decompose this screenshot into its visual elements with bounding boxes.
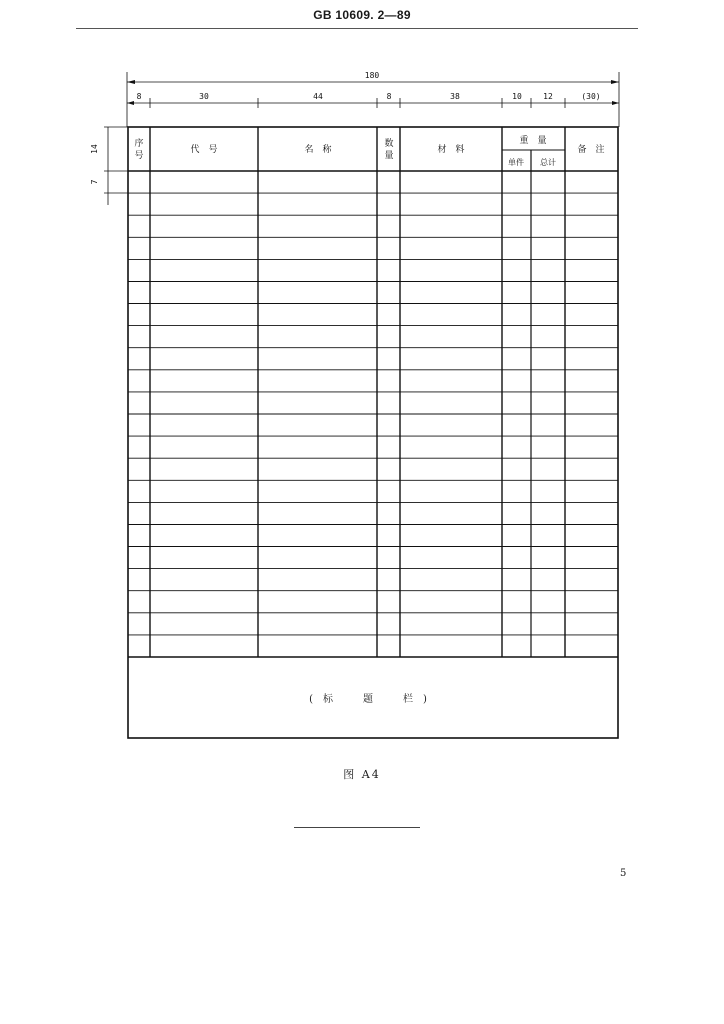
dim-col-label: 8 xyxy=(136,92,142,101)
col-header-weight-unit: 单件 xyxy=(508,158,524,167)
col-header-qty-2: 量 xyxy=(384,151,394,161)
col-header-name: 名 称 xyxy=(304,145,332,155)
dim-col-label: 10 xyxy=(512,92,522,101)
title-block-label: (标 题 栏) xyxy=(309,694,437,705)
col-header-qty-1: 数 xyxy=(384,139,394,149)
table-outer-frame xyxy=(128,127,618,738)
dim-col-label: 38 xyxy=(450,92,460,101)
dim-row-header-label: 14 xyxy=(90,144,99,154)
col-header-remark: 备 注 xyxy=(577,145,605,155)
dim-col-label: 8 xyxy=(386,92,392,101)
footnote-rule xyxy=(294,827,420,828)
standard-code: GB 10609. 2—89 xyxy=(313,8,411,22)
dim-col-label: 44 xyxy=(313,92,323,101)
col-header-weight: 重 量 xyxy=(519,136,547,146)
col-header-index-2: 号 xyxy=(134,151,144,161)
col-header-weight-total: 总计 xyxy=(540,158,556,167)
dim-row-label: 7 xyxy=(90,179,99,185)
dim-col-label: 12 xyxy=(543,92,553,101)
col-header-code: 代 号 xyxy=(190,145,218,155)
dim-total-label: 180 xyxy=(364,71,380,80)
figure-caption: 图 A4 xyxy=(343,768,381,781)
col-header-material: 材 料 xyxy=(437,145,465,155)
dim-col-label: (30) xyxy=(581,92,601,101)
col-header-index-1: 序 xyxy=(134,139,144,149)
page-number: 5 xyxy=(620,868,627,879)
dim-col-label: 30 xyxy=(199,92,209,101)
